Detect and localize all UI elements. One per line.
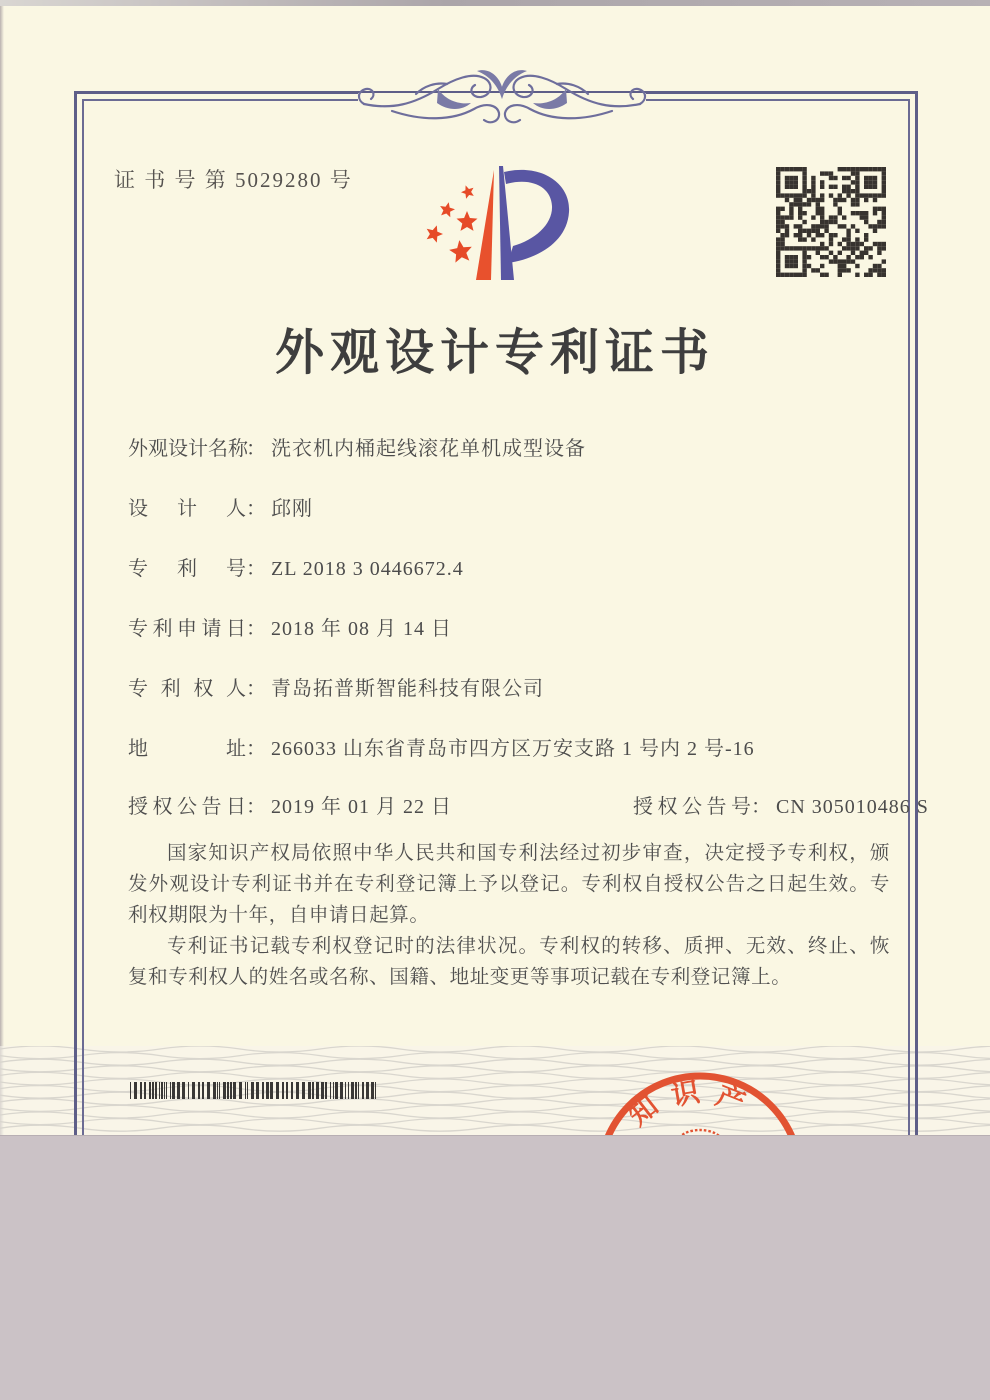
field-patentee	[128, 672, 544, 701]
colon: ：	[246, 796, 266, 818]
field-label: 地址	[128, 738, 246, 760]
field-value: 2019 年 01 月 22 日	[271, 796, 452, 818]
legal-paragraph-1: 国家知识产权局依照中华人民共和国专利法经过初步审查，决定授予专利权，颁发外观设计专利证书并在专利登记簿上予以登记。专利权自授权公告之日起生效。专利权期限为十年，自申请日起算。	[128, 843, 890, 926]
barcode	[130, 1082, 382, 1099]
field-design-name	[128, 432, 586, 461]
field-label: 专利号	[128, 558, 246, 580]
seal-char: 识	[669, 1076, 703, 1113]
colon: ：	[246, 738, 266, 760]
field-patent-number	[128, 552, 464, 581]
field-filing-date	[128, 612, 452, 641]
border-flourish-icon	[352, 58, 652, 140]
field-label: 专利申请日	[128, 618, 246, 640]
legal-paragraph-2: 专利证书记载专利权登记时的法律状况。专利权的转移、质押、无效、终止、恢复和专利权人的姓名或名称、国籍、地址变更等事项记载在专利登记簿上。	[128, 936, 890, 988]
scan-top-edge	[0, 0, 990, 6]
field-value: 266033 山东省青岛市四方区万安支路 1 号内 2 号-16	[271, 738, 755, 760]
seal-char: 知	[623, 1090, 665, 1133]
field-value: ZL 2018 3 0446672.4	[271, 558, 464, 580]
field-value: 洗衣机内桶起线滚花单机成型设备	[271, 438, 586, 460]
field-designer	[128, 492, 313, 521]
field-value: 青岛拓普斯智能科技有限公司	[271, 678, 544, 700]
legal-text-block	[128, 838, 890, 993]
colon: ：	[246, 618, 266, 640]
colon: ：	[246, 438, 266, 460]
field-label: 设计人	[128, 498, 246, 520]
colon: ：	[246, 498, 266, 520]
colon: ：	[751, 796, 771, 818]
page-title: 外观设计专利证书	[274, 325, 715, 380]
qr-code	[775, 166, 887, 278]
field-value: CN 305010486 S	[776, 796, 929, 818]
field-address	[128, 732, 755, 761]
scan-backdrop	[0, 1135, 990, 1400]
paper-left-shadow	[0, 6, 4, 1135]
colon: ：	[246, 558, 266, 580]
colon: ：	[246, 678, 266, 700]
field-grant-row	[128, 790, 929, 819]
field-value: 邱刚	[271, 498, 313, 520]
field-label: 专利权人	[128, 678, 246, 700]
field-label: 授权公告号	[633, 796, 751, 818]
field-value: 2018 年 08 月 14 日	[271, 618, 452, 640]
field-label: 授权公告日	[128, 796, 246, 818]
field-grant-number	[633, 790, 929, 819]
cnipa-logo-icon	[420, 158, 580, 290]
field-label: 外观设计名称	[128, 438, 248, 460]
seal-char: 产	[711, 1080, 749, 1120]
certificate-number: 证 书 号 第 5029280 号	[114, 168, 353, 192]
field-grant-date	[128, 796, 452, 818]
